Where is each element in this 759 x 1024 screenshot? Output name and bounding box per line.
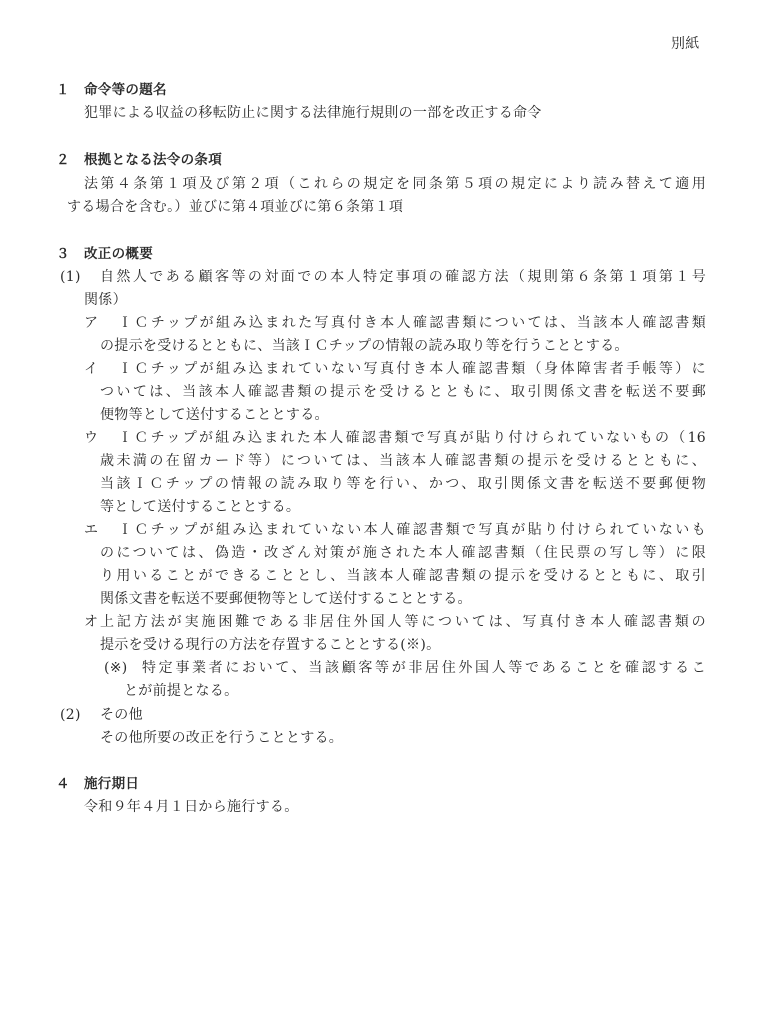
item-e-line-3: り用いることができることとし、当該本人確認書類の提示を受けるとともに、取引 xyxy=(100,568,706,584)
subsection-1-marker: (1) xyxy=(60,269,81,285)
section-2-body-line-2: する場合を含む。）並びに第４項並びに第６条第１項 xyxy=(67,199,404,215)
item-u-line-3: 当該ＩＣチップの情報の読み取り等を行い、かつ、取引関係文書を転送不要郵便物 xyxy=(100,476,706,492)
item-e-line-4: 関係文書を転送不要郵便物等として送付することとする。 xyxy=(100,591,472,607)
item-o-line-1: 上記方法が実施困難である非居住外国人等については、写真付き本人確認書類の xyxy=(100,614,706,630)
section-3-title: 改正の概要 xyxy=(84,246,153,262)
item-a-line-1: ＩＣチップが組み込まれた写真付き本人確認書類については、当該本人確認書類 xyxy=(118,315,706,331)
item-o-marker: オ xyxy=(84,614,99,630)
item-e-marker: エ xyxy=(84,522,99,538)
section-4-number: ４ xyxy=(56,776,70,792)
subsection-1-title-line-1: 自然人である顧客等の対面での本人特定事項の確認方法（規則第６条第１項第１号 xyxy=(100,269,706,285)
item-i-line-2: ついては、当該本人確認書類の提示を受けるとともに、取引関係文書を転送不要郵 xyxy=(100,384,706,400)
section-1-title: 命令等の題名 xyxy=(84,82,167,98)
item-u-line-4: 等として送付することとする。 xyxy=(100,499,301,515)
item-i-line-3: 便物等として送付することとする。 xyxy=(100,407,329,423)
section-2-number: ２ xyxy=(56,152,70,168)
subsection-1-title-line-2: 関係） xyxy=(84,292,127,308)
section-1-number: １ xyxy=(56,82,70,98)
subsection-2-title: その他 xyxy=(100,707,143,723)
item-e-line-1: ＩＣチップが組み込まれていない本人確認書類で写真が貼り付けられていないも xyxy=(118,522,706,538)
section-4-title: 施行期日 xyxy=(84,776,140,792)
note-line-2: とが前提となる。 xyxy=(124,683,239,699)
item-u-marker: ウ xyxy=(84,430,99,446)
item-e-line-2: のについては、偽造・改ざん対策が施された本人確認書類（住民票の写し等）に限 xyxy=(100,545,706,561)
note-marker: (※) xyxy=(104,660,128,676)
item-i-marker: イ xyxy=(84,361,99,377)
section-2-body-line-1: 法第４条第１項及び第２項（これらの規定を同条第５項の規定により読み替えて適用 xyxy=(84,176,706,192)
item-u-line-2: 歳未満の在留カード等）については、当該本人確認書類の提示を受けるとともに、 xyxy=(100,453,706,469)
item-u-line-1: ＩＣチップが組み込まれた本人確認書類で写真が貼り付けられていないもの（16 xyxy=(118,430,706,446)
item-o-line-2: 提示を受ける現行の方法を存置することとする(※)。 xyxy=(100,637,441,653)
item-a-line-2: の提示を受けるとともに、当該ＩＣチップの情報の読み取り等を行うこととする。 xyxy=(100,338,629,354)
section-1-body: 犯罪による収益の移転防止に関する法律施行規則の一部を改正する命令 xyxy=(84,105,542,121)
item-i-line-1: ＩＣチップが組み込まれていない写真付き本人確認書類（身体障害者手帳等）に xyxy=(118,361,706,377)
subsection-2-body: その他所要の改正を行うこととする。 xyxy=(100,730,344,746)
subsection-2-marker: (2) xyxy=(60,707,81,723)
section-3-number: ３ xyxy=(56,246,70,262)
note-line-1: 特定事業者において、当該顧客等が非居住外国人等であることを確認するこ xyxy=(142,660,706,676)
section-4-body: 令和９年４月１日から施行する。 xyxy=(84,799,299,815)
item-a-marker: ア xyxy=(84,315,99,331)
attachment-label: 別紙 xyxy=(671,36,700,52)
section-2-title: 根拠となる法令の条項 xyxy=(84,152,222,168)
